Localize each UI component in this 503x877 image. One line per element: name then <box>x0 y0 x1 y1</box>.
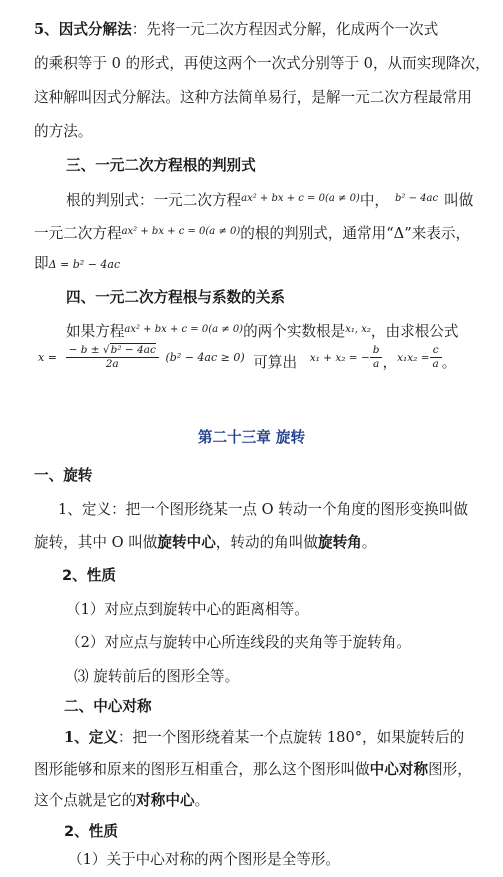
product-fraction <box>430 344 442 371</box>
product-denominator: a <box>432 357 439 370</box>
formula-num-pre: − b ± <box>68 343 103 356</box>
rotation-text-b: ，转动的角叫做 <box>215 534 318 551</box>
rotation-definition-line-2 <box>34 533 376 553</box>
discriminant-line-2 <box>34 222 470 244</box>
discriminant-text-e: 的根的判别式，通常用“Δ”来表示， <box>240 225 471 242</box>
formula-radicand: b² − 4ac <box>110 343 156 356</box>
rotation-angle-term: 旋转角 <box>317 534 362 551</box>
vieta-text-c: ，由求根公式 <box>370 323 459 340</box>
rotation-property-3: ⑶ 旋转前后的图形全等。 <box>74 668 240 685</box>
quadratic-equation: ax² + bx + c = 0(a ≠ 0) <box>121 226 241 237</box>
discriminant-line-3 <box>34 254 120 275</box>
factorization-line-2: 的乘积等于 0 的形式，再使这两个一次式分别等于 0，从而实现降次， <box>34 55 490 72</box>
quadratic-equation: ax² + bx + c = 0(a ≠ 0) <box>241 193 360 204</box>
central-properties-heading: 2、性质 <box>64 823 118 840</box>
discriminant-heading: 三、一元二次方程根的判别式 <box>66 157 256 174</box>
rotation-property-2: （2）对应点与旋转中心所连线段的夹角等于旋转角。 <box>66 634 411 651</box>
discriminant-expression: b² − 4ac <box>395 193 439 204</box>
sum-lhs: x₁ + x₂ = − <box>309 352 370 364</box>
rotation-heading: 一、旋转 <box>34 467 93 484</box>
central-symmetry-heading: 二、中心对称 <box>64 698 152 715</box>
discriminant-text-c: 叫做 <box>444 192 474 209</box>
chapter-title: 第二十三章 旋转 <box>197 429 306 446</box>
central-definition-line-2 <box>34 760 472 780</box>
formula-numerator: − b ± √b² − 4ac <box>66 344 159 358</box>
discriminant-line-1 <box>66 189 473 211</box>
factorization-line-4: 的方法。 <box>34 123 93 140</box>
sum-fraction <box>370 344 383 371</box>
discriminant-text-f: 即 <box>34 255 49 272</box>
factorization-label: 5、因式分解法 <box>34 21 132 38</box>
central-definition-line-1 <box>64 728 464 748</box>
sum-numerator: b <box>370 344 383 358</box>
rotation-center-term: 旋转中心 <box>157 534 216 551</box>
symmetry-center-term: 对称中心 <box>136 792 195 809</box>
roots-label: x₁, x₂ <box>345 324 371 335</box>
formula-condition: (b² − 4ac ≥ 0) <box>165 351 245 364</box>
product-numerator: c <box>430 344 442 358</box>
comma: ， <box>382 354 398 371</box>
vieta-text-a: 如果方程 <box>66 323 125 340</box>
discriminant-text-a: 根的判别式：一元二次方程 <box>66 192 242 209</box>
central-text-e: 。 <box>194 792 210 809</box>
central-text-c: 图形， <box>428 761 472 778</box>
delta-definition: Δ = b² − 4ac <box>48 258 121 271</box>
formula-denominator: 2a <box>105 357 119 370</box>
central-symmetry-term: 中心对称 <box>369 761 429 778</box>
formula-lhs: x = <box>38 351 57 364</box>
factorization-line-3: 这种解叫因式分解法。这种方法简单易行，是解一元二次方程最常用 <box>34 89 472 106</box>
quadratic-formula <box>66 344 159 371</box>
rotation-property-1: （1）对应点到旋转中心的距离相等。 <box>66 601 309 618</box>
calc-text: 可算出 <box>253 354 298 371</box>
central-text-d: 这个点就是它的 <box>34 792 137 809</box>
rotation-text-a: 旋转，其中 O 叫做 <box>34 534 158 551</box>
central-definition-line-3 <box>34 791 209 811</box>
definition-label: 1、定义 <box>64 729 118 746</box>
rotation-text-c: 。 <box>361 534 377 551</box>
discriminant-text-d: 一元二次方程 <box>34 225 122 242</box>
vieta-line-1 <box>66 320 458 342</box>
vieta-text-b: 的两个实数根是 <box>243 323 346 340</box>
vieta-formula-line <box>38 342 456 373</box>
central-text-b: 图形能够和原来的图形互相重合，那么这个图形叫做 <box>34 761 370 778</box>
factorization-text: ：先将一元二次方程因式分解，化成两个一次式 <box>131 21 439 38</box>
period: 。 <box>441 354 457 371</box>
discriminant-text-b: 中， <box>359 192 390 209</box>
central-text-a: ：把一个图形绕着某一个点旋转 180°，如果旋转后的 <box>117 729 465 746</box>
rotation-properties-heading: 2、性质 <box>62 567 116 584</box>
vieta-heading: 四、一元二次方程根与系数的关系 <box>66 289 285 306</box>
central-property-1: （1）关于中心对称的两个图形是全等形。 <box>68 851 340 868</box>
quadratic-equation: ax² + bx + c = 0(a ≠ 0) <box>124 324 244 335</box>
factorization-line-1 <box>34 20 474 40</box>
sum-denominator: a <box>372 357 380 370</box>
product-lhs: x₁x₂ = <box>397 352 430 364</box>
rotation-definition-line-1: 1、定义：把一个图形绕某一点 O 转动一个角度的图形变换叫做 <box>58 501 468 518</box>
